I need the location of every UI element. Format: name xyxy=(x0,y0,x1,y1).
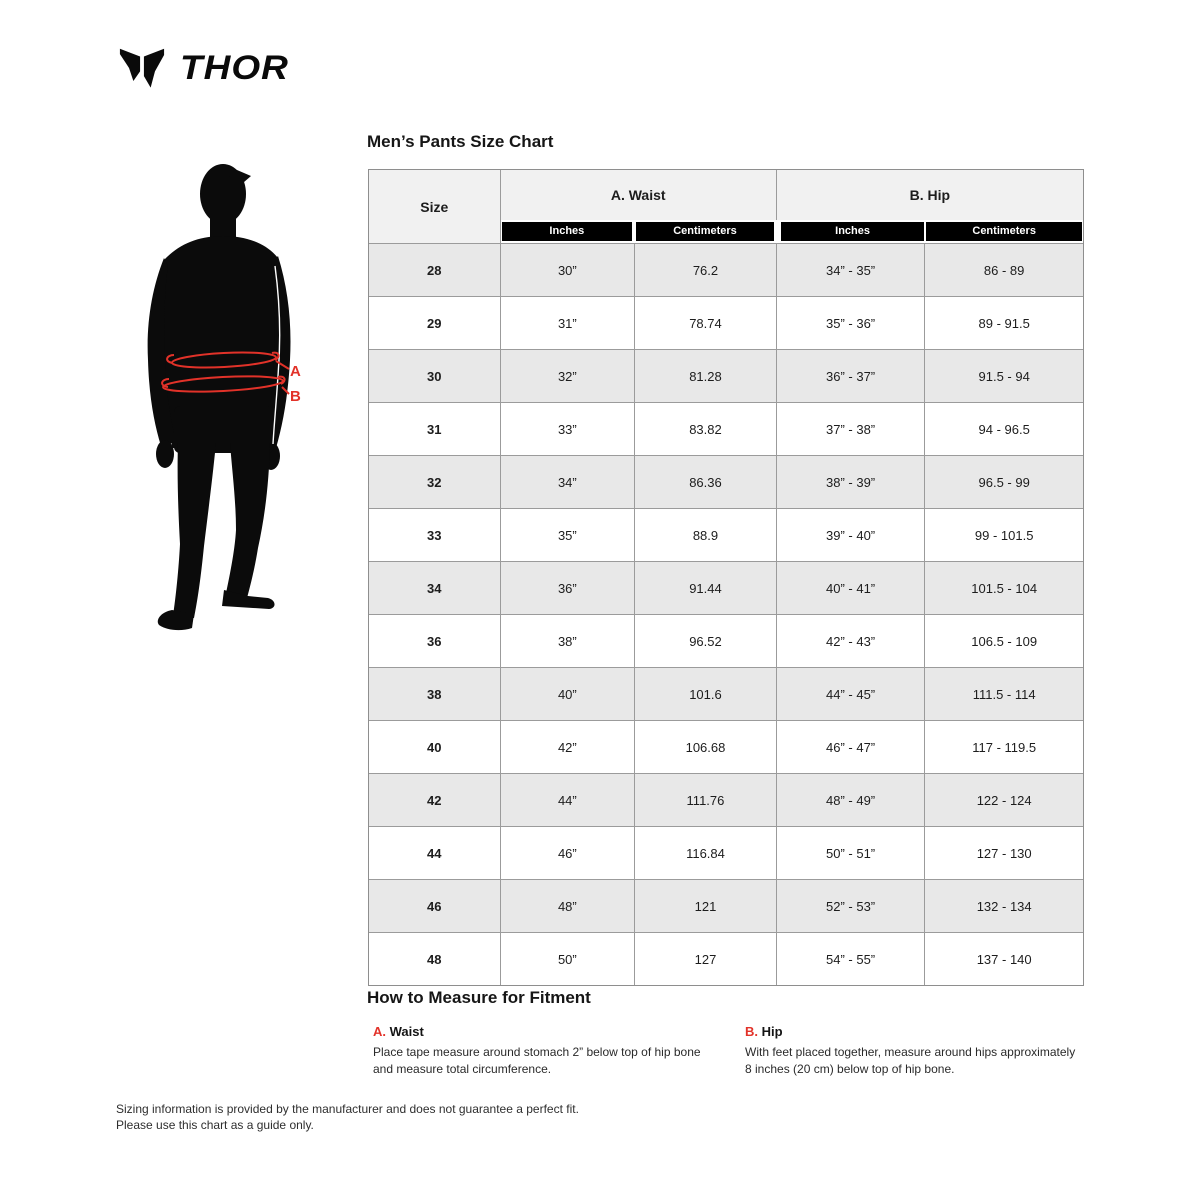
waist-centimeters-cell: 88.9 xyxy=(635,509,777,562)
waist-inches-header: Inches xyxy=(502,222,633,241)
hip-group-header: B. Hip xyxy=(777,170,1083,220)
size-chart-table xyxy=(368,169,1084,986)
waist-inches-cell: 33” xyxy=(501,403,636,456)
howto-waist-text: Place tape measure around stomach 2” below top of hip bone and measure total circumference. xyxy=(373,1045,701,1076)
size-cell: 46 xyxy=(369,880,501,933)
waist-centimeters-cell: 106.68 xyxy=(635,721,777,774)
howto-waist-name: Waist xyxy=(389,1024,424,1039)
brand-header xyxy=(118,42,289,94)
disclaimer-line-1: Sizing information is provided by the manufacturer and does not guarantee a perfect fit. xyxy=(116,1102,579,1116)
size-table-row xyxy=(369,297,1083,350)
hip-centimeters-cell: 101.5 - 104 xyxy=(925,562,1083,615)
hip-inches-cell: 44” - 45” xyxy=(777,668,926,721)
hip-inches-cell: 34” - 35” xyxy=(777,244,926,297)
hip-inches-cell: 46” - 47” xyxy=(777,721,926,774)
size-table-row xyxy=(369,244,1083,297)
hip-inches-cell: 52” - 53” xyxy=(777,880,926,933)
size-table-row xyxy=(369,615,1083,668)
hip-centimeters-cell: 122 - 124 xyxy=(925,774,1083,827)
unit-header-cell xyxy=(635,220,777,244)
waist-centimeters-cell: 86.36 xyxy=(635,456,777,509)
table-group-header-row xyxy=(369,170,1083,220)
howto-heading: How to Measure for Fitment xyxy=(367,988,591,1007)
size-cell: 36 xyxy=(369,615,501,668)
waist-centimeters-cell: 116.84 xyxy=(635,827,777,880)
waist-inches-cell: 44” xyxy=(501,774,636,827)
waist-inches-cell: 50” xyxy=(501,933,636,985)
size-cell: 48 xyxy=(369,933,501,985)
hip-centimeters-cell: 117 - 119.5 xyxy=(925,721,1083,774)
size-table-row xyxy=(369,456,1083,509)
howto-hip-title xyxy=(745,1024,1085,1039)
waist-inches-cell: 35” xyxy=(501,509,636,562)
hip-centimeters-cell: 89 - 91.5 xyxy=(925,297,1083,350)
waist-inches-cell: 32” xyxy=(501,350,636,403)
size-cell: 31 xyxy=(369,403,501,456)
waist-centimeters-cell: 101.6 xyxy=(635,668,777,721)
hip-centimeters-cell: 96.5 - 99 xyxy=(925,456,1083,509)
hip-centimeters-cell: 127 - 130 xyxy=(925,827,1083,880)
waist-centimeters-header: Centimeters xyxy=(636,222,774,241)
size-table-row xyxy=(369,880,1083,933)
size-table-row xyxy=(369,350,1083,403)
hip-inches-cell: 54” - 55” xyxy=(777,933,926,985)
brand-logo-text: THOR xyxy=(180,48,289,87)
unit-header-cell xyxy=(925,220,1083,244)
size-cell: 28 xyxy=(369,244,501,297)
hip-label-b: B xyxy=(290,388,301,405)
hip-inches-cell: 35” - 36” xyxy=(777,297,926,350)
waist-centimeters-cell: 76.2 xyxy=(635,244,777,297)
howto-waist-title xyxy=(373,1024,723,1039)
hip-centimeters-header: Centimeters xyxy=(926,222,1082,241)
howto-hip-letter: B. xyxy=(745,1024,758,1039)
thor-horns-icon xyxy=(118,42,166,94)
size-cell: 34 xyxy=(369,562,501,615)
waist-inches-cell: 30” xyxy=(501,244,636,297)
howto-hip-name: Hip xyxy=(761,1024,783,1039)
hip-centimeters-cell: 111.5 - 114 xyxy=(925,668,1083,721)
hip-centimeters-cell: 91.5 - 94 xyxy=(925,350,1083,403)
size-cell: 30 xyxy=(369,350,501,403)
size-table-row xyxy=(369,509,1083,562)
waist-centimeters-cell: 96.52 xyxy=(635,615,777,668)
page-title: Men’s Pants Size Chart xyxy=(367,132,554,151)
hip-inches-header: Inches xyxy=(781,222,925,241)
size-table-row xyxy=(369,562,1083,615)
waist-inches-cell: 40” xyxy=(501,668,636,721)
size-cell: 32 xyxy=(369,456,501,509)
disclaimer-line-2: Please use this chart as a guide only. xyxy=(116,1118,314,1132)
hip-inches-cell: 37” - 38” xyxy=(777,403,926,456)
hip-inches-cell: 50” - 51” xyxy=(777,827,926,880)
male-silhouette xyxy=(148,164,291,630)
howto-hip-text: With feet placed together, measure around hips approximately 8 inches (20 cm) below top of hip bone. xyxy=(745,1045,1076,1076)
male-silhouette-illustration xyxy=(128,148,368,678)
waist-inches-cell: 42” xyxy=(501,721,636,774)
hip-inches-cell: 40” - 41” xyxy=(777,562,926,615)
size-table-row xyxy=(369,403,1083,456)
waist-centimeters-cell: 83.82 xyxy=(635,403,777,456)
howto-item-hip xyxy=(745,1024,1085,1078)
hip-inches-cell: 39” - 40” xyxy=(777,509,926,562)
waist-centimeters-cell: 121 xyxy=(635,880,777,933)
waist-centimeters-cell: 91.44 xyxy=(635,562,777,615)
size-cell: 38 xyxy=(369,668,501,721)
size-table-body xyxy=(369,244,1083,985)
hip-centimeters-cell: 106.5 - 109 xyxy=(925,615,1083,668)
hip-inches-cell: 48” - 49” xyxy=(777,774,926,827)
waist-centimeters-cell: 127 xyxy=(635,933,777,985)
waist-centimeters-cell: 78.74 xyxy=(635,297,777,350)
size-cell: 42 xyxy=(369,774,501,827)
size-cell: 44 xyxy=(369,827,501,880)
size-table-row xyxy=(369,774,1083,827)
hip-centimeters-cell: 99 - 101.5 xyxy=(925,509,1083,562)
waist-centimeters-cell: 111.76 xyxy=(635,774,777,827)
hip-inches-cell: 42” - 43” xyxy=(777,615,926,668)
hip-inches-cell: 36” - 37” xyxy=(777,350,926,403)
size-table-row xyxy=(369,668,1083,721)
waist-label-a: A xyxy=(290,363,301,380)
waist-group-header: A. Waist xyxy=(501,170,777,220)
hip-centimeters-cell: 132 - 134 xyxy=(925,880,1083,933)
waist-inches-cell: 34” xyxy=(501,456,636,509)
size-table-row xyxy=(369,827,1083,880)
waist-inches-cell: 48” xyxy=(501,880,636,933)
waist-centimeters-cell: 81.28 xyxy=(635,350,777,403)
hip-centimeters-cell: 86 - 89 xyxy=(925,244,1083,297)
howto-waist-letter: A. xyxy=(373,1024,386,1039)
hip-centimeters-cell: 137 - 140 xyxy=(925,933,1083,985)
hip-inches-cell: 38” - 39” xyxy=(777,456,926,509)
size-cell: 40 xyxy=(369,721,501,774)
size-table-row xyxy=(369,933,1083,985)
waist-inches-cell: 38” xyxy=(501,615,636,668)
size-table-row xyxy=(369,721,1083,774)
waist-inches-cell: 36” xyxy=(501,562,636,615)
size-cell: 33 xyxy=(369,509,501,562)
hip-centimeters-cell: 94 - 96.5 xyxy=(925,403,1083,456)
unit-header-cell xyxy=(501,220,636,244)
waist-inches-cell: 46” xyxy=(501,827,636,880)
sizing-disclaimer xyxy=(116,1101,579,1133)
waist-inches-cell: 31” xyxy=(501,297,636,350)
size-column-header: Size xyxy=(369,170,501,244)
unit-header-cell xyxy=(777,220,926,244)
size-cell: 29 xyxy=(369,297,501,350)
body-measurement-figure xyxy=(128,148,368,678)
howto-item-waist xyxy=(373,1024,723,1078)
